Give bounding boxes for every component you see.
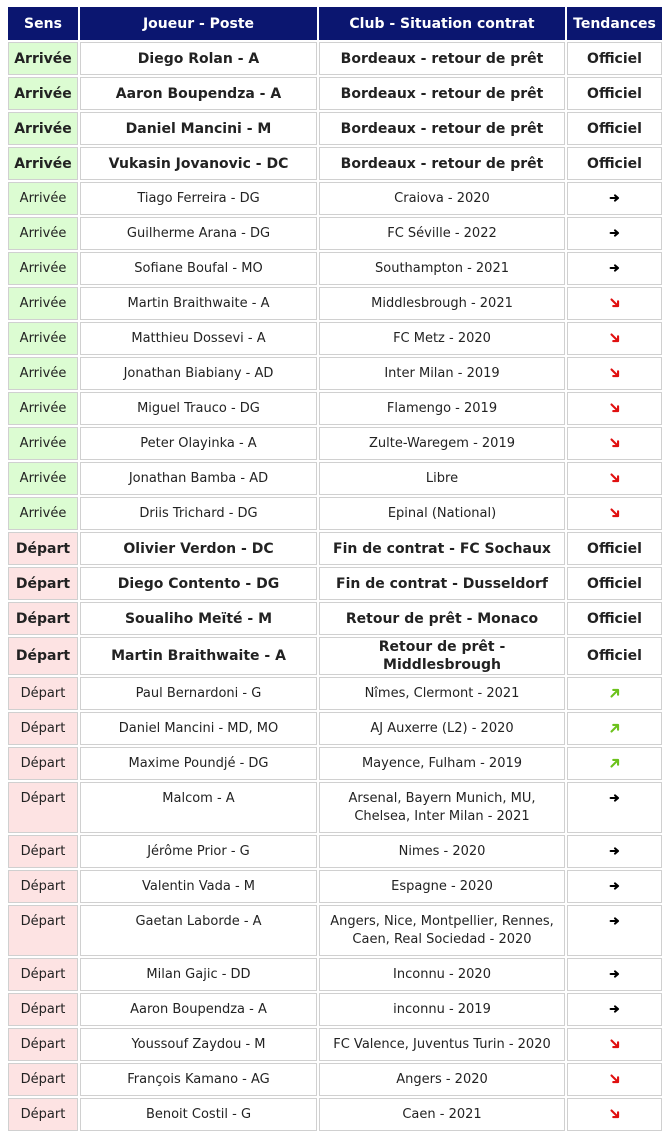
table-row (8, 677, 662, 710)
cell-club (319, 77, 565, 110)
club-line: Retour de prêt - Monaco (345, 610, 539, 627)
club-line: Caen, Real Sociedad - 2020 (352, 931, 532, 947)
cell-club (319, 1028, 565, 1061)
cell-tendance (567, 1098, 662, 1131)
cell-sens: Arrivée (8, 287, 78, 320)
club-line: Chelsea, Inter Milan - 2021 (354, 808, 530, 824)
cell-tendance: Officiel (567, 637, 662, 675)
club-line: Inconnu - 2020 (393, 966, 491, 982)
cell-tendance (567, 287, 662, 320)
cell-club (319, 287, 565, 320)
club-line: inconnu - 2019 (393, 1001, 491, 1017)
cell-club (319, 782, 565, 833)
arrow-right-icon (607, 226, 623, 242)
cell-tendance (567, 322, 662, 355)
cell-tendance (567, 1028, 662, 1061)
table-row (8, 637, 662, 675)
arrow-down-right-icon (607, 1107, 623, 1123)
cell-tendance: Officiel (567, 567, 662, 600)
table-row (8, 392, 662, 425)
cell-tendance: Officiel (567, 77, 662, 110)
cell-player: Aaron Boupendza - A (80, 993, 317, 1026)
cell-tendance: Officiel (567, 112, 662, 145)
cell-club (319, 427, 565, 460)
cell-player: François Kamano - AG (80, 1063, 317, 1096)
club-line: Middlesbrough - 2021 (371, 295, 513, 311)
club-line: AJ Auxerre (L2) - 2020 (370, 720, 514, 736)
cell-player: Daniel Mancini - MD, MO (80, 712, 317, 745)
table-row (8, 147, 662, 180)
arrow-down-right-icon (607, 331, 623, 347)
table-row (8, 567, 662, 600)
cell-player: Soualiho Meïté - M (80, 602, 317, 635)
transfer-table (6, 5, 664, 1133)
cell-player: Martin Braithwaite - A (80, 287, 317, 320)
club-line: Nîmes, Clermont - 2021 (364, 685, 520, 701)
table-row (8, 1098, 662, 1131)
table-row (8, 287, 662, 320)
cell-sens: Départ (8, 637, 78, 675)
arrow-right-icon (607, 191, 623, 207)
table-row (8, 182, 662, 215)
cell-sens: Départ (8, 567, 78, 600)
table-row (8, 217, 662, 250)
cell-player: Matthieu Dossevi - A (80, 322, 317, 355)
cell-sens: Arrivée (8, 462, 78, 495)
table-row (8, 1028, 662, 1061)
cell-club (319, 602, 565, 635)
cell-player: Benoit Costil - G (80, 1098, 317, 1131)
header-club-situation: Club - Situation contrat (319, 7, 565, 40)
cell-player: Tiago Ferreira - DG (80, 182, 317, 215)
cell-sens: Départ (8, 1028, 78, 1061)
table-body (8, 42, 662, 1131)
arrow-right-icon (607, 914, 623, 930)
cell-club (319, 712, 565, 745)
cell-sens: Départ (8, 532, 78, 565)
cell-tendance (567, 747, 662, 780)
table-row (8, 427, 662, 460)
cell-player: Paul Bernardoni - G (80, 677, 317, 710)
cell-sens: Arrivée (8, 182, 78, 215)
club-line: Fin de contrat - FC Sochaux (333, 540, 551, 557)
header-tendances: Tendances (567, 7, 662, 40)
table-row (8, 602, 662, 635)
cell-player: Olivier Verdon - DC (80, 532, 317, 565)
club-line: Fin de contrat - Dusseldorf (336, 575, 548, 592)
cell-sens: Arrivée (8, 217, 78, 250)
cell-tendance (567, 958, 662, 991)
transfer-table-container (8, 7, 662, 1133)
arrow-right-icon (607, 1002, 623, 1018)
cell-player: Jonathan Biabiany - AD (80, 357, 317, 390)
cell-club (319, 112, 565, 145)
table-row (8, 1063, 662, 1096)
cell-tendance: Officiel (567, 532, 662, 565)
cell-sens: Arrivée (8, 77, 78, 110)
cell-tendance (567, 905, 662, 956)
cell-sens: Départ (8, 782, 78, 833)
table-row (8, 42, 662, 75)
cell-sens: Arrivée (8, 357, 78, 390)
cell-tendance: Officiel (567, 42, 662, 75)
header-sens: Sens (8, 7, 78, 40)
cell-club (319, 217, 565, 250)
cell-club (319, 462, 565, 495)
club-line: Zulte-Waregem - 2019 (368, 435, 515, 451)
club-line: Angers, Nice, Montpellier, Rennes, (330, 913, 554, 929)
club-line: FC Metz - 2020 (393, 330, 491, 346)
cell-club (319, 497, 565, 530)
cell-player: Diego Contento - DG (80, 567, 317, 600)
cell-player: Jonathan Bamba - AD (80, 462, 317, 495)
cell-sens: Départ (8, 602, 78, 635)
cell-sens: Arrivée (8, 147, 78, 180)
cell-sens: Départ (8, 1098, 78, 1131)
cell-tendance: Officiel (567, 602, 662, 635)
cell-tendance (567, 427, 662, 460)
cell-tendance (567, 870, 662, 903)
cell-club (319, 905, 565, 956)
cell-club (319, 870, 565, 903)
club-line: Angers - 2020 (396, 1071, 488, 1087)
cell-club (319, 532, 565, 565)
cell-sens: Arrivée (8, 427, 78, 460)
cell-sens: Arrivée (8, 112, 78, 145)
cell-club (319, 42, 565, 75)
cell-sens: Arrivée (8, 497, 78, 530)
arrow-down-right-icon (607, 1072, 623, 1088)
table-row (8, 322, 662, 355)
cell-club (319, 322, 565, 355)
cell-player: Diego Rolan - A (80, 42, 317, 75)
club-line: Mayence, Fulham - 2019 (361, 755, 523, 771)
arrow-down-right-icon (607, 296, 623, 312)
cell-sens: Départ (8, 958, 78, 991)
cell-club (319, 993, 565, 1026)
club-line: Nimes - 2020 (398, 843, 486, 859)
cell-club (319, 567, 565, 600)
cell-player: Valentin Vada - M (80, 870, 317, 903)
cell-player: Gaetan Laborde - A (80, 905, 317, 956)
arrow-down-right-icon (607, 366, 623, 382)
club-line: Bordeaux - retour de prêt (340, 85, 544, 102)
cell-player: Malcom - A (80, 782, 317, 833)
club-line: Espagne - 2020 (391, 878, 493, 894)
cell-club (319, 357, 565, 390)
table-row (8, 958, 662, 991)
arrow-right-icon (607, 261, 623, 277)
cell-tendance (567, 357, 662, 390)
cell-player: Driis Trichard - DG (80, 497, 317, 530)
table-header-row (8, 7, 662, 40)
table-row (8, 905, 662, 956)
club-line: Flamengo - 2019 (386, 400, 498, 416)
cell-sens: Départ (8, 905, 78, 956)
cell-club (319, 637, 565, 675)
table-row (8, 532, 662, 565)
club-line: Arsenal, Bayern Munich, MU, (348, 790, 536, 806)
table-row (8, 993, 662, 1026)
table-row (8, 357, 662, 390)
cell-sens: Départ (8, 747, 78, 780)
arrow-right-icon (607, 879, 623, 895)
cell-tendance (567, 497, 662, 530)
header-joueur-poste: Joueur - Poste (80, 7, 317, 40)
club-line: Bordeaux - retour de prêt (340, 50, 544, 67)
club-line: Epinal (National) (387, 505, 497, 521)
cell-club (319, 392, 565, 425)
cell-tendance (567, 392, 662, 425)
table-row (8, 462, 662, 495)
table-row (8, 782, 662, 833)
cell-tendance (567, 462, 662, 495)
cell-sens: Départ (8, 712, 78, 745)
table-row (8, 835, 662, 868)
cell-tendance: Officiel (567, 147, 662, 180)
cell-player: Jérôme Prior - G (80, 835, 317, 868)
cell-player: Guilherme Arana - DG (80, 217, 317, 250)
club-line: Craiova - 2020 (394, 190, 490, 206)
cell-club (319, 677, 565, 710)
club-line: Southampton - 2021 (375, 260, 509, 276)
cell-tendance (567, 835, 662, 868)
cell-club (319, 1098, 565, 1131)
cell-club (319, 182, 565, 215)
table-row (8, 712, 662, 745)
cell-tendance (567, 252, 662, 285)
cell-sens: Départ (8, 870, 78, 903)
cell-sens: Arrivée (8, 252, 78, 285)
cell-tendance (567, 677, 662, 710)
club-line: Bordeaux - retour de prêt (340, 155, 544, 172)
club-line: Caen - 2021 (402, 1106, 482, 1122)
cell-player: Daniel Mancini - M (80, 112, 317, 145)
cell-tendance (567, 1063, 662, 1096)
arrow-down-right-icon (607, 436, 623, 452)
arrow-down-right-icon (607, 401, 623, 417)
arrow-right-icon (607, 791, 623, 807)
club-line: Inter Milan - 2019 (384, 365, 500, 381)
arrow-right-icon (607, 844, 623, 860)
cell-sens: Départ (8, 1063, 78, 1096)
club-line: Retour de prêt - Middlesbrough (378, 639, 506, 673)
cell-club (319, 835, 565, 868)
table-row (8, 112, 662, 145)
cell-sens: Arrivée (8, 392, 78, 425)
cell-club (319, 252, 565, 285)
table-row (8, 77, 662, 110)
arrow-down-right-icon (607, 471, 623, 487)
table-row (8, 252, 662, 285)
arrow-up-right-icon (607, 756, 623, 772)
cell-sens: Départ (8, 677, 78, 710)
cell-sens: Arrivée (8, 42, 78, 75)
club-line: Libre (425, 470, 459, 486)
cell-club (319, 147, 565, 180)
cell-tendance (567, 182, 662, 215)
table-row (8, 870, 662, 903)
cell-tendance (567, 782, 662, 833)
club-line: FC Séville - 2022 (387, 225, 497, 241)
cell-player: Sofiane Boufal - MO (80, 252, 317, 285)
cell-player: Maxime Poundjé - DG (80, 747, 317, 780)
cell-player: Martin Braithwaite - A (80, 637, 317, 675)
club-line: FC Valence, Juventus Turin - 2020 (333, 1036, 551, 1052)
cell-sens: Arrivée (8, 322, 78, 355)
cell-player: Peter Olayinka - A (80, 427, 317, 460)
club-line: Bordeaux - retour de prêt (340, 120, 544, 137)
cell-player: Milan Gajic - DD (80, 958, 317, 991)
arrow-up-right-icon (607, 686, 623, 702)
cell-club (319, 1063, 565, 1096)
table-row (8, 747, 662, 780)
cell-player: Miguel Trauco - DG (80, 392, 317, 425)
cell-club (319, 958, 565, 991)
cell-player: Aaron Boupendza - A (80, 77, 317, 110)
cell-tendance (567, 993, 662, 1026)
arrow-up-right-icon (607, 721, 623, 737)
cell-sens: Départ (8, 835, 78, 868)
cell-player: Youssouf Zaydou - M (80, 1028, 317, 1061)
table-row (8, 497, 662, 530)
arrow-down-right-icon (607, 506, 623, 522)
cell-sens: Départ (8, 993, 78, 1026)
arrow-right-icon (607, 967, 623, 983)
cell-tendance (567, 217, 662, 250)
cell-club (319, 747, 565, 780)
arrow-down-right-icon (607, 1037, 623, 1053)
cell-tendance (567, 712, 662, 745)
cell-player: Vukasin Jovanovic - DC (80, 147, 317, 180)
